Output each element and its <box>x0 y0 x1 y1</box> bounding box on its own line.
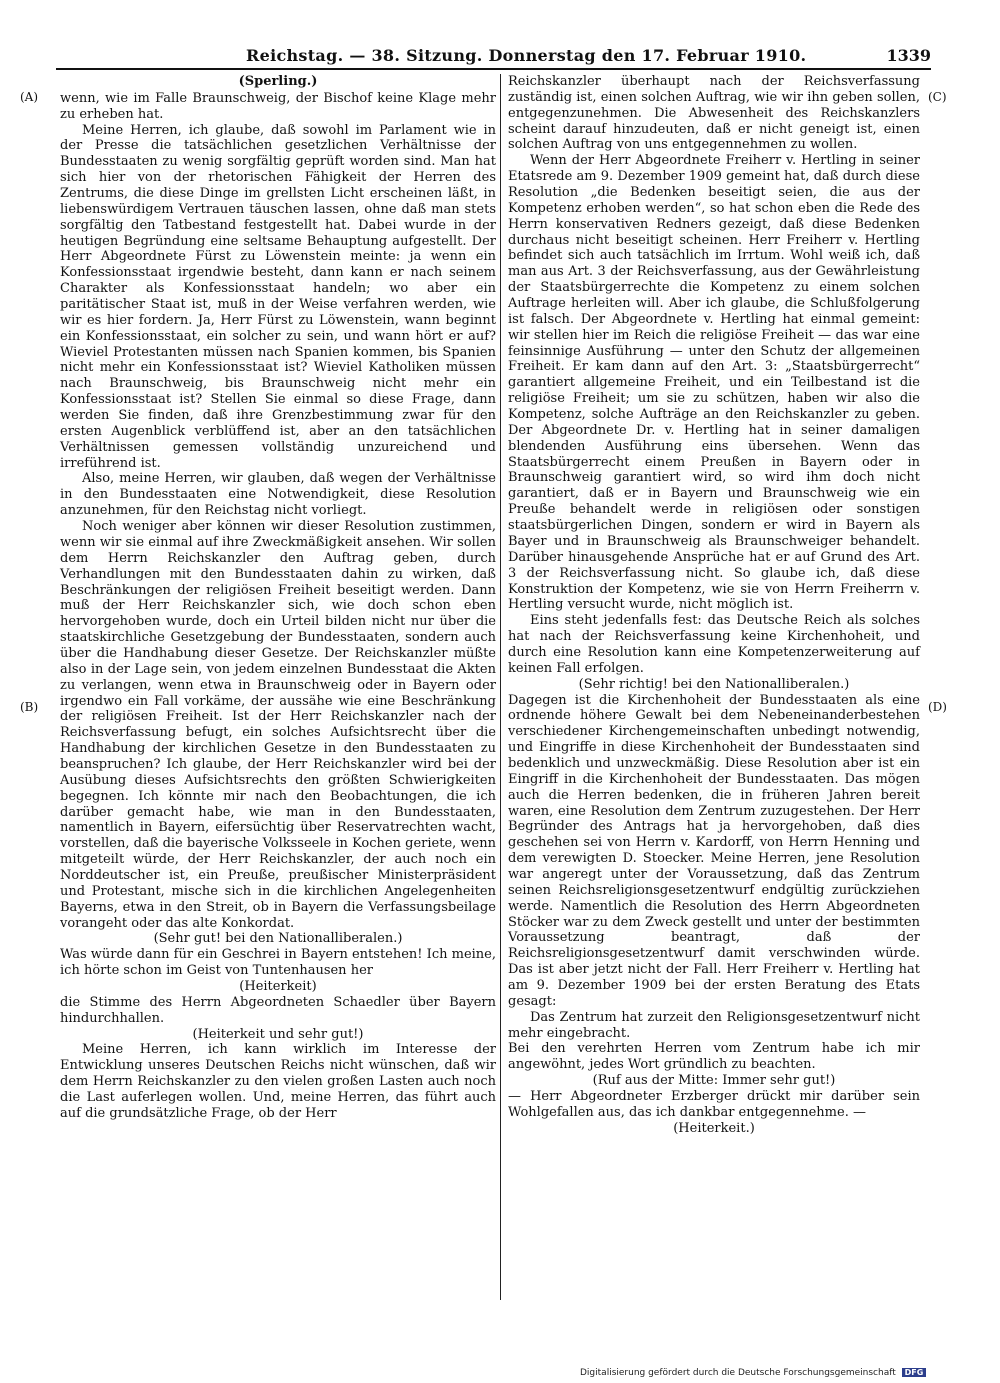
margin-marker-a: (A) <box>20 90 39 104</box>
right-interjection: (Heiterkeit.) <box>673 1120 755 1136</box>
left-paragraph: Meine Herren, ich glaube, daß sowohl im Parlament wie in der Presse die tatsächlichen gesetzlichen Verhältnisse der Bundesstaaten zu wenig sorgfältig geprüft worden sind. Man hat sich hier von der rhetorischen Fähigkeit der Herren des Zentrums, die diese Dinge im grellsten Licht erscheinen läßt, in liebenswürdigem Vertrauen täuschen lassen, ohne daß man stets sorgfältig den Tatbestand festgestellt hat. Dabei wurde in der heutigen Begründung eine seltsame Behauptung aufgestellt. Der Herr Abgeordnete Fürst zu Löwenstein meinte: ja wenn ein Konfessionsstaat irgendwie besteht, dann kann er nach seinem Charakter als Konfessionsstaat handeln; wo aber ein paritätischer Staat ist, muß in der Weise verfahren werden, wie wir es hier fordern. Ja, Herr Fürst zu Löwenstein, wann beginnt ein Konfessionsstaat, ein solcher zu sein, und wann hört er auf? Wieviel Protestanten müssen nach Spanien kommen, bis Spanien nicht mehr ein Konfessionsstaat ist? Wieviel Katholiken müssen nach Braunschweig, bis Braunschweig nicht mehr ein Konfessionsstaat ist? Stellen Sie einmal so diese Frage, dann werden Sie finden, daß ihre Grenzbestimmung zwar für den ersten Augenblick verblüffend ist, aber an den tatsächlichen Verhältnissen gemessen vollständig unzureichend und irreführend ist. <box>60 122 496 471</box>
dfg-logo: DFG <box>902 1368 927 1377</box>
footer-text: Digitalisierung gefördert durch die Deutsche Forschungsgemeinschaft <box>580 1368 896 1378</box>
right-column <box>508 74 920 1137</box>
left-paragraph: Noch weniger aber können wir dieser Resolution zustimmen, wenn wir sie einmal auf ihre Zweckmäßigkeit ansehen. Wir sollen dem Herrn Reichskanzler den Auftrag geben, durch Verhandlungen mit den Bundesstaaten dahin zu wirken, daß Beschränkungen der religiösen Freiheit beseitigt werden. Dann muß der Herr Reichskanzler sich, wie doch schon eben hervorgehoben wurde, doch ein Urteil bilden nicht nur über die staatskirchliche Gesetzgebung der Bundesstaaten, sondern auch über die Handhabung dieser Gesetze. Der Reichskanzler müßte also in der Lage sein, von jedem einzelnen Bundesstaat die Akten zu verlangen, wenn etwa in Braunschweig oder in Bayern oder irgendwo ein Fall vorkäme, der aussähe wie eine Beschränkung der religiösen Freiheit. Ist der Herr Reichskanzler nach der Reichsverfassung befugt, ein solches Aufsichtsrecht über die Handhabung der kirchlichen Gesetze in den Bundesstaaten zu beanspruchen? Ich glaube, der Herr Reichskanzler wird bei der Ausübung dieses Aufsichtsrechts den größten Schwierigkeiten begegnen. Ich könnte mir nach den Beobachtungen, die ich darüber gemacht habe, wie man in den Bundesstaaten, namentlich in Bayern, eifersüchtig über Reservatrechten wacht, vorstellen, daß die bayerische Volksseele in Kochen geriete, wenn mitgeteilt würde, der Herr Reichskanzler, der auch noch ein Norddeutscher ist, ein Preuße, preußischer Ministerpräsident und Protestant, mische sich in die kirchlichen Angelegenheiten Bayerns, etwa in den Streit, ob in Bayern die Verfassungsbeilage vorangeht oder das alte Konkordat. <box>60 519 496 931</box>
running-title: Reichstag. — 38. Sitzung. Donnerstag den 17. Februar 1910. <box>246 46 807 65</box>
left-paragraph: Was würde dann für ein Geschrei in Bayern entstehen! Ich meine, ich hörte schon im Geist von Tuntenhausen her <box>60 947 496 979</box>
right-interjection: (Ruf aus der Mitte: Immer sehr gut!) <box>592 1073 836 1089</box>
left-paragraph: Meine Herren, ich kann wirklich im Interesse der Entwicklung unseres Deutschen Reichs nicht wünschen, daß wir dem Herrn Reichskanzler zu den vielen großen Lasten auch noch die Last auferlegen wollen. Und, meine Herren, das führt auch auf die grundsätzliche Frage, ob der Herr <box>60 1042 496 1121</box>
right-paragraph: Bei den verehrten Herren vom Zentrum habe ich mir angewöhnt, jedes Wort gründlich zu beachten. <box>508 1041 920 1073</box>
page-header <box>56 44 931 68</box>
footer <box>580 1368 926 1378</box>
column-divider <box>500 74 501 1300</box>
right-paragraph: — Herr Abgeordneter Erzberger drückt mir darüber sein Wohlgefallen aus, das ich dankbar entgegennehme. — <box>508 1089 920 1120</box>
speaker-name: (Sperling.) <box>238 74 318 89</box>
right-interjection: (Sehr richtig! bei den Nationalliberalen.) <box>578 676 850 692</box>
left-interjection: (Heiterkeit) <box>239 978 317 994</box>
right-paragraph: Das Zentrum hat zurzeit den Religionsgesetzentwurf nicht mehr eingebracht. <box>508 1009 920 1041</box>
left-paragraph: Also, meine Herren, wir glauben, daß wegen der Verhältnisse in den Bundesstaaten eine Notwendigkeit, diese Resolution anzunehmen, für den Reichstag nicht vorliegt. <box>60 471 496 519</box>
margin-marker-b: (B) <box>20 700 39 714</box>
left-column <box>60 74 496 1122</box>
page-number: 1339 <box>886 46 931 65</box>
right-paragraph: Wenn der Herr Abgeordnete Freiherr v. Hertling in seiner Etatsrede am 9. Dezember 1909 gemeint hat, daß durch diese Resolution „die Bedenken beseitigt seien, die aus der Kompetenz erhoben werden“, so hat schon eben die Rede des Herrn konservativen Redners gezeigt, daß diese Bedenken durchaus nicht beseitigt scheinen. Herr Freiherr v. Hertling befindet sich auch tatsächlich im Irrtum. Wohl weiß ich, daß man aus Art. 3 der Reichsverfassung, aus der Gewährleistung der Staatsbürgerrechte die Kompetenz zu einem solchen Auftrage herleiten will. Aber ich glaube, die Schlußfolgerung ist falsch. Der Abgeordnete v. Hertling hat einmal gemeint: wir stellen hier im Reich die religiöse Freiheit — das war eine feinsinnige Ausführung — unter den Schutz der allgemeinen Freiheit. Er kam dann auf den Art. 3: „Staatsbürgerrecht“ garantiert allgemeine Freiheit, und ein Teilbestand ist die religiöse Freiheit; um sie zu schützen, haben wir also die Kompetenz, solche Aufträge an den Reichskanzler zu geben. Der Abgeordnete Dr. v. Hertling hat in seiner damaligen blendenden Ausführung eins übersehen. Wenn das Staatsbürgerrecht einem Preußen in Bayern oder in Braunschweig garantiert wird, so wird ihm doch nicht garantiert, daß er in Bayern und Braunschweig wie ein Preuße behandelt werde in religiösen oder sonstigen staatsbürgerlichen Dingen, sondern er wird in Bayern als Bayer und in Braunschweig als Braunschweiger behandelt. Darüber hinausgehende Ansprüche hat er auf Grund des Art. 3 der Reichsverfassung nicht. So glaube ich, daß diese Konstruktion der Kompetenz, wie sie von Herrn Freiherrn v. Hertling versucht wurde, nicht möglich ist. <box>508 153 920 613</box>
left-interjection: (Sehr gut! bei den Nationalliberalen.) <box>153 931 403 947</box>
left-paragraph: wenn, wie im Falle Braunschweig, der Bischof keine Klage mehr zu erheben hat. <box>60 90 496 122</box>
left-interjection: (Heiterkeit und sehr gut!) <box>192 1026 364 1042</box>
right-paragraph: Dagegen ist die Kirchenhoheit der Bundesstaaten als eine ordnende höhere Gewalt bei dem Nebeneinanderbestehen verschiedener Kirchengemeinschaften unbedingt notwendig, und Eingriffe in diese Kirchenhoheit der Bundesstaaten sind bedenklich und unzweckmäßig. Diese Resolution aber ist ein Eingriff in die Kirchenhoheit der Bundesstaaten. Das mögen auch die Herren bedenken, die in früheren Jahren bereit waren, eine Resolution dem Zentrum zuzugestehen. Der Herr Begründer des Antrags hat ja hervorgehoben, daß dies geschehen sei von Herrn v. Kardorff, von Herrn Henning und dem verewigten D. Stoecker. Meine Herren, jene Resolution war angeregt unter der Voraussetzung, daß das Zentrum seinen Reichsreligionsgesetzentwurf endgültig zurückziehen werde. Namentlich die Resolution des Herrn Abgeordneten Stöcker war zu dem Zweck gestellt und unter der bestimmten Voraussetzung beantragt, daß der Reichsreligionsgesetzentwurf damit verschwinden würde. Das ist aber jetzt nicht der Fall. Herr Freiherr v. Hertling hat am 9. Dezember 1909 bei der ersten Beratung des Etats gesagt: <box>508 692 920 1009</box>
right-paragraph: Reichskanzler überhaupt nach der Reichsverfassung zuständig ist, einen solchen Auftrag, wie wir ihn geben sollen, entgegenzunehmen. Die Abwesenheit des Reichskanzlers scheint darauf hinzudeuten, daß er nicht geneigt ist, einen solchen Auftrag von uns entgegennehmen zu wollen. <box>508 74 920 153</box>
header-rule <box>56 68 931 70</box>
margin-marker-d: (D) <box>928 700 947 714</box>
left-paragraph: die Stimme des Herrn Abgeordneten Schaedler über Bayern hindurchhallen. <box>60 994 496 1026</box>
margin-marker-c: (C) <box>928 90 947 104</box>
right-paragraph: Eins steht jedenfalls fest: das Deutsche Reich als solches hat nach der Reichsverfassung keine Kirchenhoheit, und durch eine Resolution kann eine Kompetenzerweiterung auf keinen Fall erfolgen. <box>508 613 920 676</box>
